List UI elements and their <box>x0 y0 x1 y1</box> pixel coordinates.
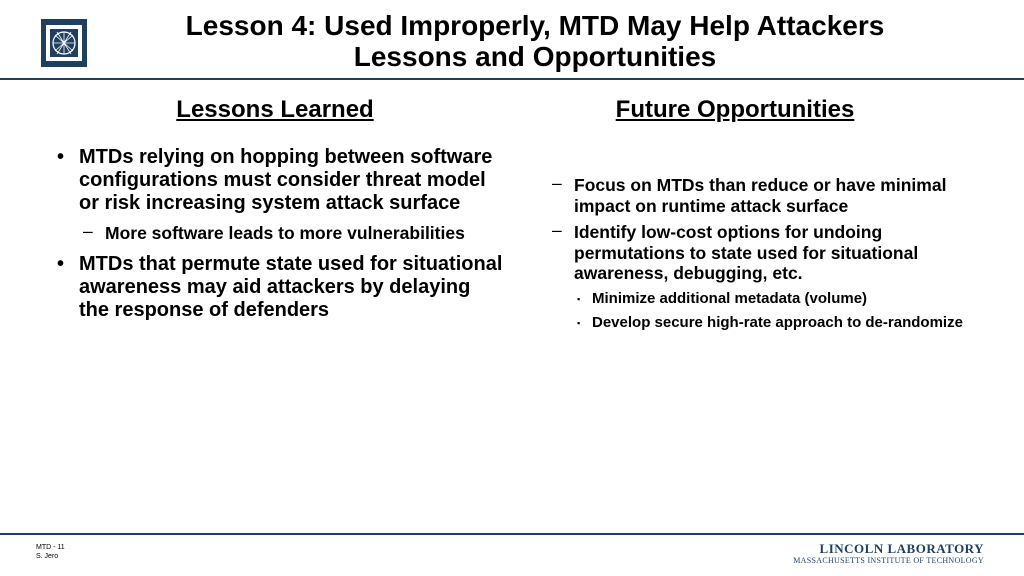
dash-marker: – <box>552 173 562 193</box>
footer-divider <box>0 533 1024 535</box>
list-item <box>55 146 505 215</box>
list-item <box>550 290 980 309</box>
org-wordmark <box>793 541 984 566</box>
list-item-text: Minimize additional metadata (volume) <box>592 289 868 307</box>
future-opportunities-list <box>550 175 980 339</box>
lincoln-lab-logo-icon <box>41 19 87 67</box>
lessons-learned-heading: Lessons Learned <box>176 96 374 123</box>
list-item-text: Identify low-cost options for undoing permutations to state used for situational awareness, debugging, etc. <box>574 222 919 283</box>
list-item-text: More software leads to more vulnerabilities <box>105 223 465 243</box>
dash-marker: – <box>552 220 562 240</box>
slide-title <box>140 10 930 72</box>
list-item-text: Focus on MTDs than reduce or have minimal impact on runtime attack surface <box>574 175 947 216</box>
list-item <box>550 314 980 333</box>
list-item-text: Develop secure high-rate approach to de-randomize <box>592 314 963 331</box>
square-bullet-marker: ▪ <box>577 318 581 328</box>
bullet-marker: • <box>57 146 65 168</box>
dash-marker: – <box>83 221 93 241</box>
square-bullet-marker: ▪ <box>577 293 581 304</box>
lessons-learned-list <box>55 146 505 330</box>
author: S. Jero <box>36 553 59 560</box>
title-line-2: Lessons and Opportunities <box>353 41 717 72</box>
future-opportunities-heading: Future Opportunities <box>615 96 855 123</box>
header-divider <box>0 78 1024 80</box>
list-item <box>55 253 505 322</box>
list-item <box>550 222 980 284</box>
slide-id: MTD - 11 <box>36 544 65 551</box>
list-item <box>550 175 980 216</box>
list-item <box>55 223 505 243</box>
bullet-marker: • <box>57 253 65 275</box>
list-item-text: MTDs relying on hopping between software configurations must consider threat model or risk increasing system attack surface <box>79 146 493 214</box>
org-name: LINCOLN LABORATORY <box>819 541 984 556</box>
title-line-1: Lesson 4: Used Improperly, MTD May Help Attackers <box>185 10 885 41</box>
list-item-text: MTDs that permute state used for situational awareness may aid attackers by delaying the response of defenders <box>79 253 503 321</box>
org-subtitle: MASSACHUSETTS INSTITUTE OF TECHNOLOGY <box>793 556 984 565</box>
footer-info <box>36 543 65 561</box>
